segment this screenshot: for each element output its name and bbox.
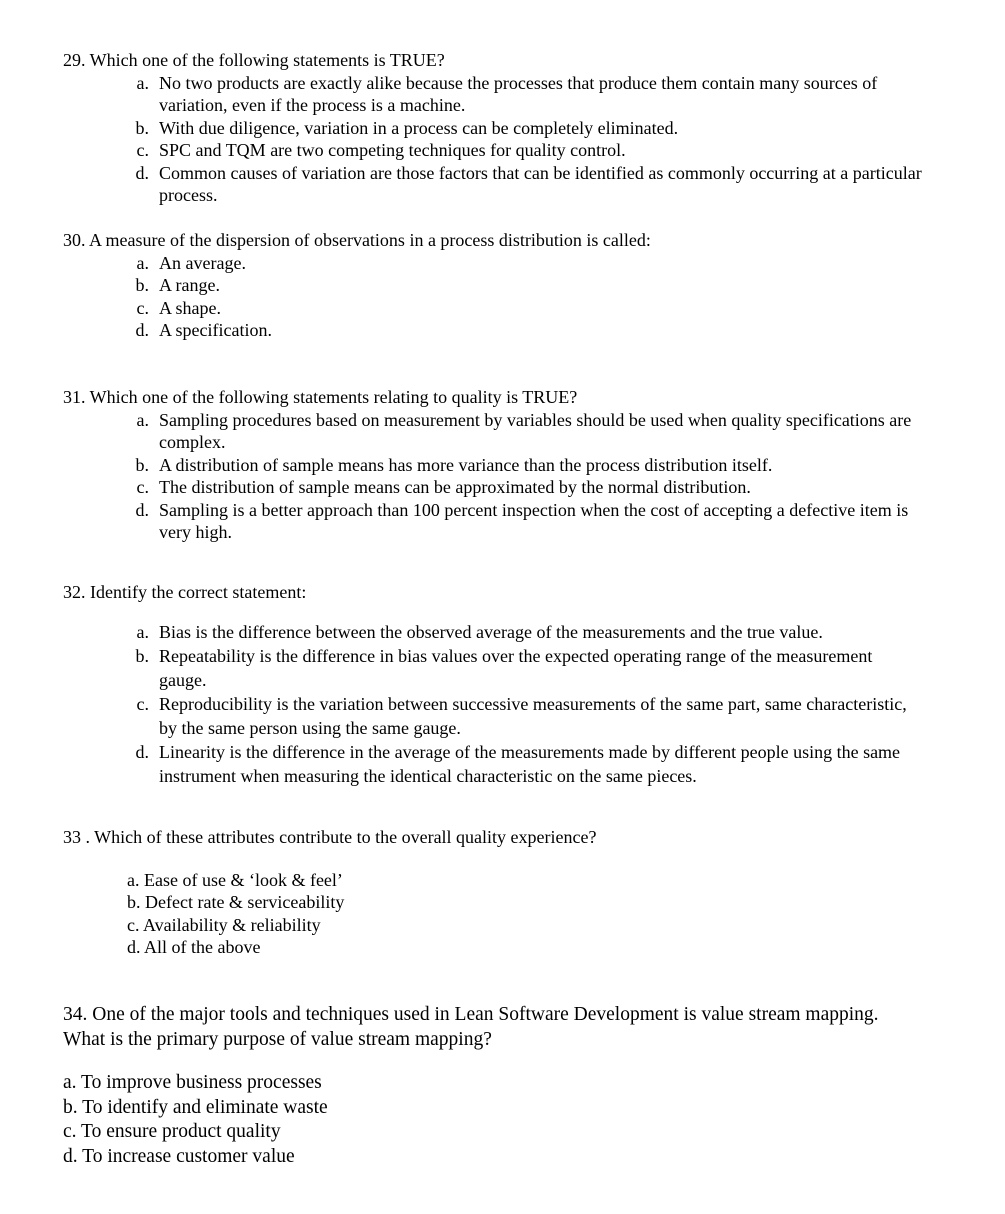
option-text: With due diligence, variation in a process can be completely eliminated. xyxy=(159,117,679,138)
option-letter: a. xyxy=(136,621,149,642)
option-letter: b. xyxy=(135,645,149,666)
option-text: A distribution of sample means has more variance than the process distribution itself. xyxy=(159,454,773,475)
option-text: Repeatability is the difference in bias values over the expected operating range of the measurement gauge. xyxy=(159,645,873,690)
option-d xyxy=(63,499,923,544)
option-letter: a. xyxy=(136,72,149,93)
option-text: Bias is the difference between the observed average of the measurements and the true value. xyxy=(159,621,823,642)
option-text: SPC and TQM are two competing techniques for quality control. xyxy=(159,140,626,160)
option-c xyxy=(63,476,923,499)
question-stem: 32. Identify the correct statement: xyxy=(63,582,307,602)
option-text: Sampling procedures based on measurement by variables should be used when quality specifications are complex. xyxy=(159,409,912,452)
option-c xyxy=(63,139,923,162)
option-b xyxy=(63,117,923,140)
question-stem: 33 . Which of these attributes contribute to the overall quality experience? xyxy=(63,827,597,847)
question-stem: 34. One of the major tools and techniques used in Lean Software Development is value stream mapping. What is the primary purpose of value stream mapping? xyxy=(63,1004,879,1050)
option-list xyxy=(63,252,923,342)
option-list xyxy=(63,620,923,788)
option-text: An average. xyxy=(159,252,246,273)
option-letter: c. xyxy=(136,140,149,160)
option-letter: c. xyxy=(136,477,149,497)
option-a: a. To improve business processes xyxy=(63,1072,322,1093)
option-text: The distribution of sample means can be approximated by the normal distribution. xyxy=(159,477,751,497)
option-letter: a. xyxy=(136,409,149,430)
option-text: Common causes of variation are those factors that can be identified as commonly occurring at a particular process. xyxy=(159,162,922,205)
option-b xyxy=(63,454,923,477)
question-stem: 31. Which one of the following statements relating to quality is TRUE? xyxy=(63,387,578,407)
option-b: b. To identify and eliminate waste xyxy=(63,1096,328,1118)
question-34 xyxy=(63,1002,893,1169)
question-30 xyxy=(63,229,923,342)
question-33 xyxy=(63,826,923,959)
question-stem: 30. A measure of the dispersion of observations in a process distribution is called: xyxy=(63,230,651,250)
option-c: c. Availability & reliability xyxy=(127,914,321,935)
option-a xyxy=(63,409,923,454)
option-letter: b. xyxy=(135,117,149,138)
option-letter: c. xyxy=(136,297,149,318)
question-31 xyxy=(63,386,923,544)
option-text: No two products are exactly alike because the processes that produce them contain many sources of variation, even if the process is a machine. xyxy=(159,72,878,115)
option-a xyxy=(63,252,923,275)
option-d: d. To increase customer value xyxy=(63,1145,295,1167)
option-d: d. All of the above xyxy=(127,937,261,957)
option-list xyxy=(63,72,923,207)
option-b xyxy=(63,274,923,297)
option-letter: d. xyxy=(135,162,149,183)
question-29 xyxy=(63,49,923,207)
option-a xyxy=(63,620,923,644)
option-list xyxy=(63,409,923,544)
option-b xyxy=(63,644,923,692)
option-letter: b. xyxy=(135,454,149,475)
option-letter: a. xyxy=(136,252,149,273)
option-letter: c. xyxy=(136,693,149,714)
option-text: A range. xyxy=(159,275,220,295)
option-d xyxy=(63,319,923,342)
option-b: b. Defect rate & serviceability xyxy=(127,892,345,912)
question-stem: 29. Which one of the following statements is TRUE? xyxy=(63,50,445,70)
option-a: a. Ease of use & ‘look & feel’ xyxy=(127,869,343,890)
option-letter: d. xyxy=(135,499,149,520)
option-a xyxy=(63,72,923,117)
option-d xyxy=(63,162,923,207)
option-text: Linearity is the difference in the average of the measurements made by different people using the same instrument when measuring the identical characteristic on the same pieces. xyxy=(159,741,901,786)
option-text: Reproducibility is the variation between successive measurements of the same part, same characteristic, by the same person using the same gauge. xyxy=(159,693,907,738)
option-c xyxy=(63,297,923,320)
option-text: A shape. xyxy=(159,297,221,318)
question-32 xyxy=(63,581,923,788)
option-letter: d. xyxy=(135,320,149,340)
option-letter: b. xyxy=(135,275,149,295)
option-text: Sampling is a better approach than 100 percent inspection when the cost of accepting a defective item is very high. xyxy=(159,499,909,542)
option-letter: d. xyxy=(135,741,149,762)
option-text: A specification. xyxy=(159,320,272,340)
option-c xyxy=(63,692,923,740)
option-d xyxy=(63,740,923,788)
option-c: c. To ensure product quality xyxy=(63,1121,281,1142)
